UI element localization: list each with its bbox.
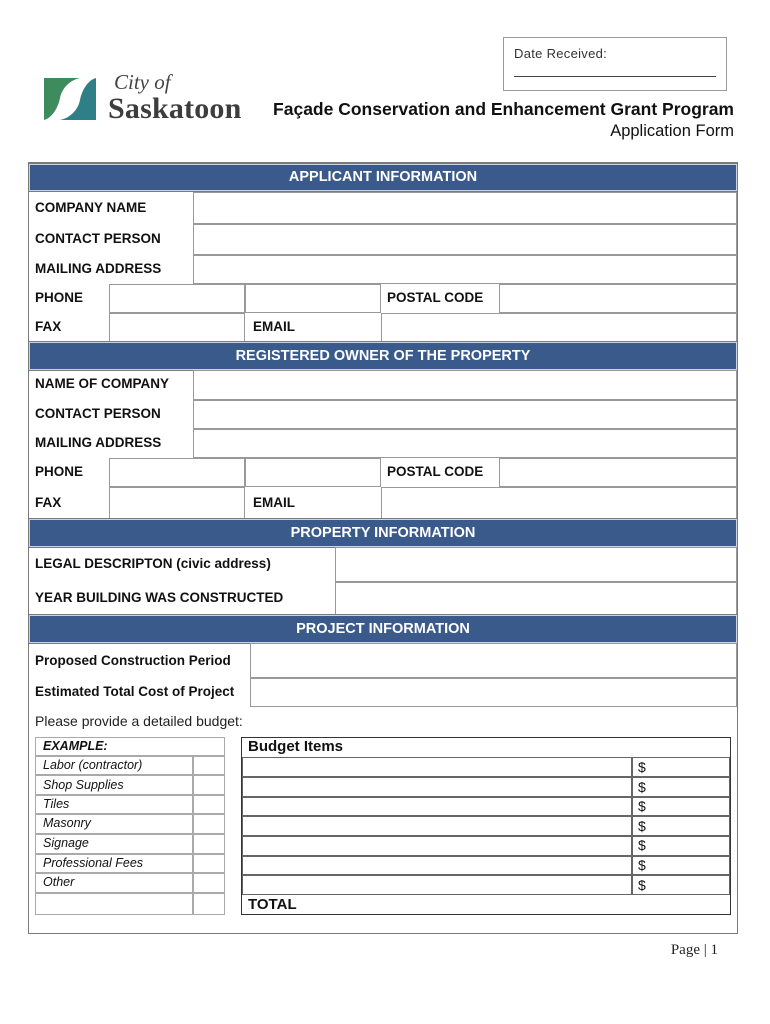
year-constructed-field[interactable] (335, 582, 737, 615)
applicant-phone-label: PHONE (35, 290, 84, 305)
budget-item-field[interactable] (242, 757, 632, 777)
owner-email-field[interactable] (381, 487, 737, 519)
applicant-email-field[interactable] (381, 313, 737, 342)
applicant-fax-label: FAX (35, 319, 62, 334)
example-row-value (193, 814, 225, 834)
page-subtitle: Application Form (610, 122, 734, 140)
applicant-contact-person-label: CONTACT PERSON (35, 231, 161, 246)
budget-instructions: Please provide a detailed budget: (35, 713, 243, 729)
currency-symbol: $ (638, 798, 646, 814)
section-project-information: PROJECT INFORMATION (29, 615, 737, 643)
legal-description-field[interactable] (335, 547, 737, 582)
budget-item-field[interactable] (242, 856, 632, 875)
section-applicant-information: APPLICANT INFORMATION (29, 164, 737, 191)
city-logo (40, 72, 260, 128)
currency-symbol: $ (638, 857, 646, 873)
construction-period-label: Proposed Construction Period (35, 653, 231, 668)
owner-fax-field[interactable] (109, 487, 245, 519)
budget-item-field[interactable] (242, 836, 632, 856)
date-received-box[interactable] (503, 37, 727, 91)
example-header: EXAMPLE: (43, 739, 108, 753)
example-row (35, 893, 193, 915)
construction-period-field[interactable] (250, 643, 737, 678)
budget-total-label: TOTAL (248, 896, 297, 913)
applicant-mailing-address-label: MAILING ADDRESS (35, 261, 162, 276)
budget-amount-field[interactable] (632, 797, 730, 816)
page-title: Façade Conservation and Enhancement Grant Program (273, 99, 734, 119)
applicant-postal-code-field[interactable] (499, 284, 737, 313)
budget-amount-field[interactable] (632, 856, 730, 875)
example-item: Tiles (43, 797, 70, 811)
applicant-phone-field[interactable] (109, 284, 245, 313)
example-item: Masonry (43, 816, 91, 830)
applicant-postal-code-label: POSTAL CODE (387, 290, 484, 305)
legal-description-label: LEGAL DESCRIPTON (civic address) (35, 556, 271, 571)
section-property-information: PROPERTY INFORMATION (29, 519, 737, 547)
example-row-value (193, 756, 225, 775)
year-constructed-label: YEAR BUILDING WAS CONSTRUCTED (35, 590, 284, 605)
currency-symbol: $ (638, 818, 646, 834)
owner-phone-label: PHONE (35, 464, 84, 479)
example-item: Shop Supplies (43, 778, 124, 792)
owner-phone-field[interactable] (109, 458, 245, 487)
currency-symbol: $ (638, 877, 646, 893)
owner-email-label: EMAIL (253, 495, 295, 510)
currency-symbol: $ (638, 779, 646, 795)
owner-contact-person-label: CONTACT PERSON (35, 406, 161, 421)
currency-symbol: $ (638, 837, 646, 853)
example-item: Signage (43, 836, 89, 850)
owner-contact-person-field[interactable] (193, 400, 737, 429)
budget-item-field[interactable] (242, 875, 632, 895)
applicant-company-name-label: COMPANY NAME (35, 200, 147, 215)
section-registered-owner: REGISTERED OWNER OF THE PROPERTY (29, 342, 737, 370)
owner-phone-field-2[interactable] (245, 458, 381, 487)
example-row-value (193, 775, 225, 795)
budget-amount-field[interactable] (632, 757, 730, 777)
logo-text-saskatoon: Saskatoon (108, 92, 242, 125)
budget-amount-field[interactable] (632, 777, 730, 797)
budget-item-field[interactable] (242, 816, 632, 836)
applicant-company-name-field[interactable] (193, 192, 737, 224)
total-cost-label: Estimated Total Cost of Project (35, 684, 235, 699)
owner-name-of-company-label: NAME OF COMPANY (35, 376, 169, 391)
budget-items-table (241, 737, 731, 915)
total-cost-field[interactable] (250, 678, 737, 707)
example-row-value (193, 834, 225, 854)
example-row-value (193, 893, 225, 915)
example-row-value (193, 873, 225, 893)
applicant-email-label: EMAIL (253, 319, 295, 334)
owner-postal-code-field[interactable] (499, 458, 737, 487)
owner-mailing-address-label: MAILING ADDRESS (35, 435, 162, 450)
example-item: Other (43, 875, 75, 889)
budget-item-field[interactable] (242, 777, 632, 797)
applicant-fax-field[interactable] (109, 313, 245, 342)
owner-mailing-address-field[interactable] (193, 429, 737, 458)
budget-items-header: Budget Items (248, 738, 344, 755)
saskatoon-logo-icon (40, 74, 100, 124)
budget-item-field[interactable] (242, 797, 632, 816)
owner-name-of-company-field[interactable] (193, 370, 737, 400)
budget-amount-field[interactable] (632, 836, 730, 856)
example-item: Professional Fees (43, 856, 144, 870)
date-received-label: Date Received: (514, 46, 608, 61)
currency-symbol: $ (638, 759, 646, 775)
date-received-line (514, 76, 716, 77)
applicant-mailing-address-field[interactable] (193, 255, 737, 284)
budget-amount-field[interactable] (632, 816, 730, 836)
page-number: Page | 1 (670, 942, 718, 958)
example-item: Labor (contractor) (43, 758, 143, 772)
example-row-value (193, 795, 225, 814)
example-row-value (193, 854, 225, 873)
applicant-contact-person-field[interactable] (193, 224, 737, 255)
applicant-phone-field-2[interactable] (245, 284, 381, 313)
application-form (28, 162, 738, 934)
owner-postal-code-label: POSTAL CODE (387, 464, 484, 479)
budget-amount-field[interactable] (632, 875, 730, 895)
owner-fax-label: FAX (35, 495, 62, 510)
logo-text-city-of: City of (114, 70, 171, 94)
